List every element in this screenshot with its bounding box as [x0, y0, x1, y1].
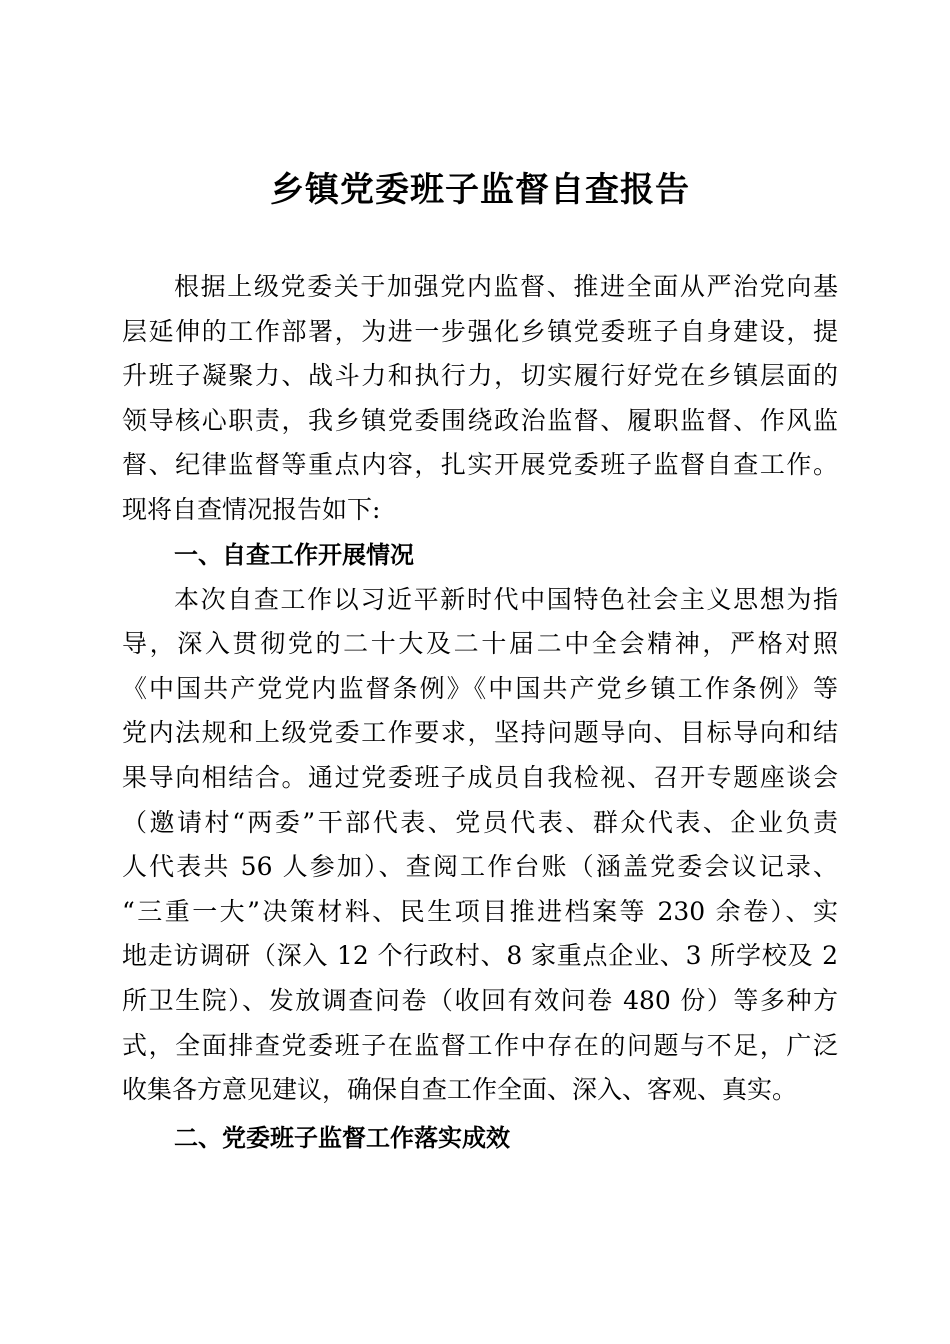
- text-line: 本次自查工作以习近平新时代中国特色社会主义思想为指: [174, 584, 838, 614]
- intro-paragraph: [122, 265, 838, 533]
- document-body: [122, 265, 838, 1161]
- text-line: （邀请村“两委”干部代表、党员代表、群众代表、企业负责: [122, 807, 838, 837]
- text-line: “三重一大”决策材料、民生项目推进档案等 230 余卷）、实: [122, 896, 838, 926]
- text-line: 领导核心职责，我乡镇党委围绕政治监督、履职监督、作风监: [122, 405, 838, 435]
- text-line: 党内法规和上级党委工作要求，坚持问题导向、目标导向和结: [122, 718, 838, 748]
- text-line: 式，全面排查党委班子在监督工作中存在的问题与不足，广泛: [122, 1030, 838, 1060]
- text-line: 人代表共 56 人参加）、查阅工作台账（涵盖党委会议记录、: [122, 852, 838, 882]
- text-line: 导，深入贯彻党的二十大及二十届二中全会精神，严格对照: [122, 629, 838, 659]
- text-line: 现将自查情况报告如下:: [122, 494, 381, 524]
- section-heading-1: 一、自查工作开展情况: [174, 540, 414, 569]
- text-line: 督、纪律监督等重点内容，扎实开展党委班子监督自查工作。: [122, 450, 838, 480]
- text-line: 所卫生院）、发放调查问卷（收回有效问卷 480 份）等多种方: [122, 985, 838, 1015]
- text-line: 层延伸的工作部署，为进一步强化乡镇党委班子自身建设，提: [122, 316, 838, 346]
- text-line: 根据上级党委关于加强党内监督、推进全面从严治党向基: [174, 272, 838, 301]
- text-line: 地走访调研（深入 12 个行政村、8 家重点企业、3 所学校及 2: [122, 941, 838, 971]
- section-1-paragraph: [122, 578, 838, 1113]
- text-line: 《中国共产党党内监督条例》《中国共产党乡镇工作条例》等: [122, 673, 838, 703]
- text-line: 果导向相结合。通过党委班子成员自我检视、召开专题座谈会: [122, 762, 838, 792]
- text-line: 升班子凝聚力、战斗力和执行力，切实履行好党在乡镇层面的: [122, 361, 838, 391]
- text-line: 收集各方意见建议，确保自查工作全面、深入、客观、真实。: [122, 1075, 798, 1105]
- section-heading-2: 二、党委班子监督工作落实成效: [174, 1123, 510, 1152]
- document-title: 乡镇党委班子监督自查报告: [270, 170, 690, 210]
